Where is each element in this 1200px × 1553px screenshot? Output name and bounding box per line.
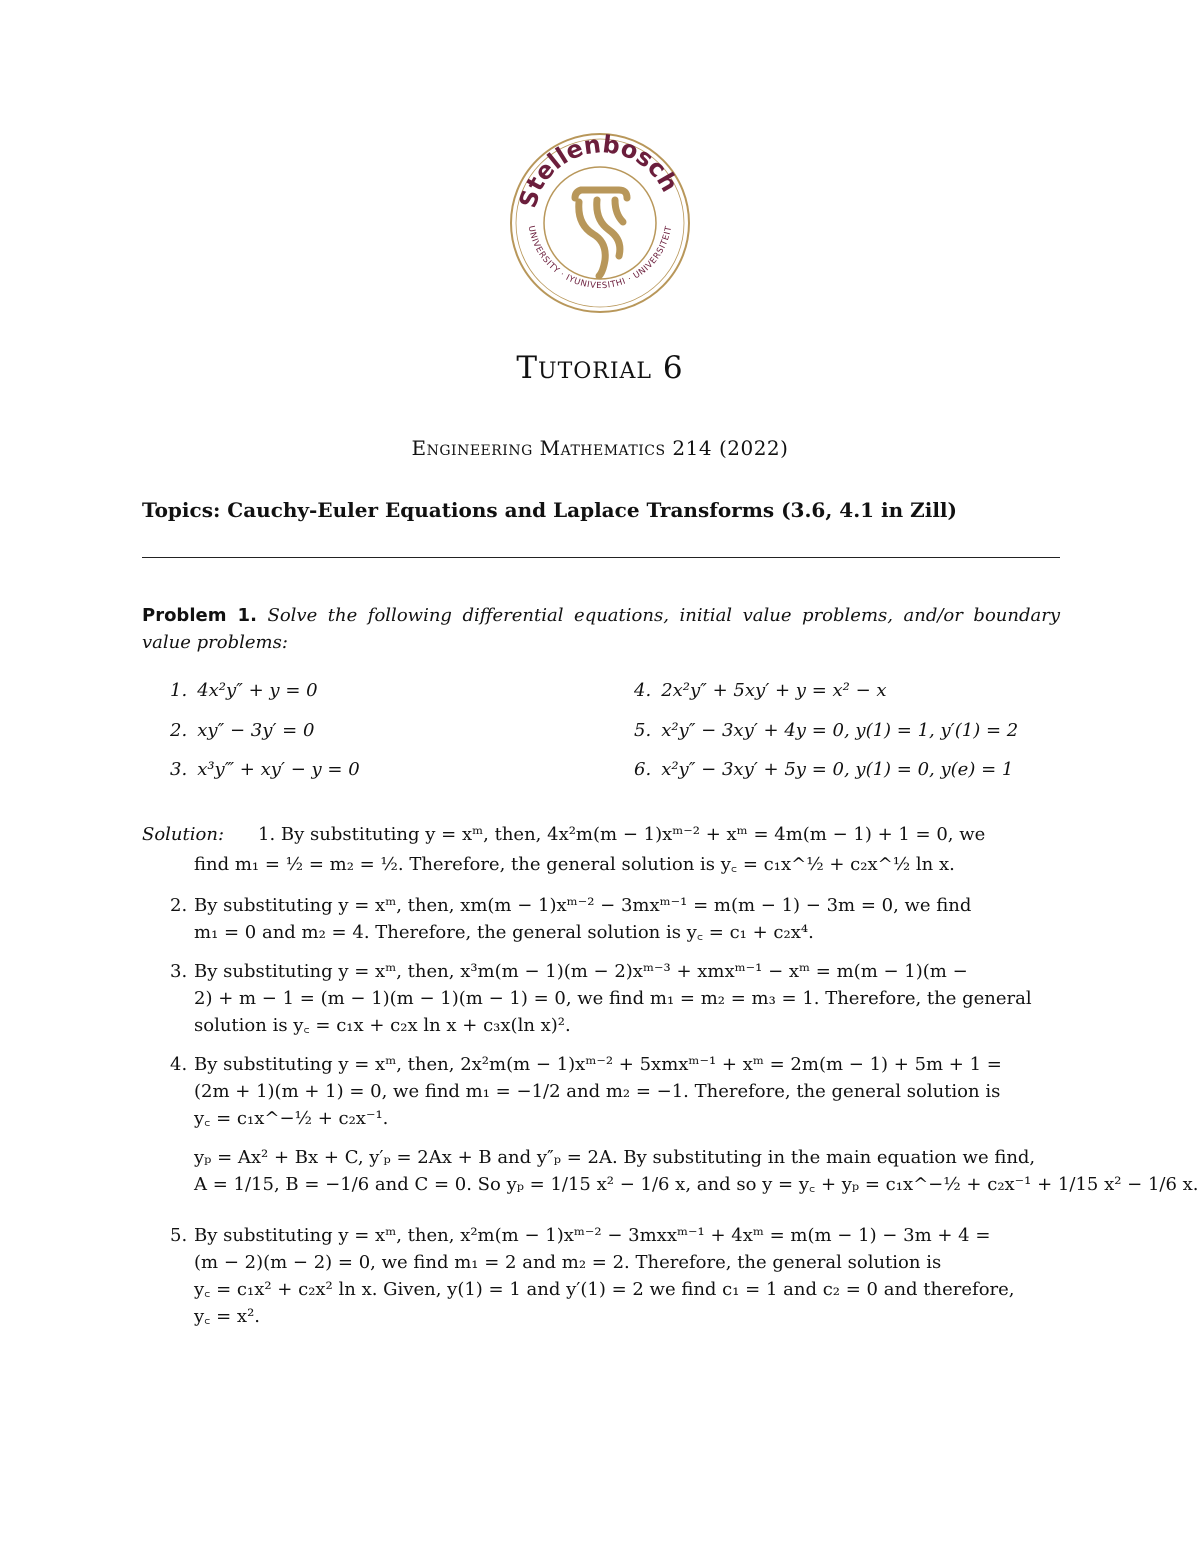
equation-item: [634, 759, 1013, 780]
equation-text: 2x²y″ + 5xy′ + y = x² − x: [661, 680, 887, 701]
equation-item: [634, 680, 887, 701]
equation-number: 2.: [170, 720, 188, 741]
solution-line: By substituting y = xᵐ, then, x²m(m − 1)xᵐ⁻² − 3mxxᵐ⁻¹ + 4xᵐ = m(m − 1) − 3m + 4 =: [194, 1225, 991, 1246]
solution-line: (2m + 1)(m + 1) = 0, we find m₁ = −1/2 and m₂ = −1. Therefore, the general solution is: [194, 1081, 1001, 1102]
solution-number: 5.: [170, 1225, 188, 1246]
equation-item: [170, 720, 314, 741]
svg-text:UNIVERSITY · IYUNIVESITHI · UN: UNIVERSITY · IYUNIVESITHI · UNIVERSITEIT: [525, 224, 675, 292]
equation-item: [170, 680, 318, 701]
solution-line: solution is y꜀ = c₁x + c₂x ln x + c₃x(ln x)².: [194, 1015, 571, 1036]
solution-item: [170, 958, 1060, 1039]
problem-label: Problem 1.: [142, 605, 257, 626]
course-subtitle: Engineering Mathematics 214 (2022): [411, 436, 789, 460]
problem-statement: [142, 602, 1060, 656]
horizontal-divider: [142, 557, 1060, 558]
solution-line-row: [194, 851, 1060, 878]
problem-text: Solve the following differential equations, initial value problems, and/or boundary value problems:: [142, 605, 1060, 653]
solution-item: [170, 1051, 1199, 1198]
equation-item: [170, 759, 360, 780]
solution-line: By substituting y = xᵐ, then, 4x²m(m − 1)xᵐ⁻² + xᵐ = 4m(m − 1) + 1 = 0, we: [280, 824, 986, 845]
page-title: Tutorial 6: [516, 350, 684, 386]
equation-number: 1.: [170, 680, 188, 701]
solution-line: m₁ = 0 and m₂ = 4. Therefore, the general solution is y꜀ = c₁ + c₂x⁴.: [194, 922, 814, 943]
equation-item: [634, 720, 1018, 741]
solution-number: 3.: [170, 961, 188, 982]
equation-text: 4x²y″ + y = 0: [197, 680, 318, 701]
solution-line: By substituting y = xᵐ, then, 2x²m(m − 1)xᵐ⁻² + 5xmxᵐ⁻¹ + xᵐ = 2m(m − 1) + 5m + 1 =: [194, 1054, 1002, 1075]
equation-text: x²y″ − 3xy′ + 4y = 0, y(1) = 1, y′(1) = 2: [661, 720, 1019, 741]
solution-number: 2.: [170, 895, 188, 916]
equation-number: 3.: [170, 759, 188, 780]
solution-item: [170, 1222, 1060, 1330]
solution-line: y꜀ = c₁x² + c₂x² ln x. Given, y(1) = 1 and y′(1) = 2 we find c₁ = 1 and c₂ = 0 and therefore,: [194, 1279, 1015, 1300]
solution-item: [170, 892, 1060, 946]
svg-text:Stellenbosch: Stellenbosch: [513, 132, 684, 211]
solution-line: By substituting y = xᵐ, then, xm(m − 1)xᵐ⁻² − 3mxᵐ⁻¹ = m(m − 1) − 3m = 0, we find: [194, 895, 972, 916]
solution-number: 4.: [170, 1054, 188, 1075]
solution-line: By substituting y = xᵐ, then, x³m(m − 1)(m − 2)xᵐ⁻³ + xmxᵐ⁻¹ − xᵐ = m(m − 1)(m −: [194, 961, 968, 982]
solution-number: 1.: [258, 824, 276, 845]
solution-line: 2) + m − 1 = (m − 1)(m − 1)(m − 1) = 0, we find m₁ = m₂ = m₃ = 1. Therefore, the general: [194, 988, 1032, 1009]
solution-line: find m₁ = ½ = m₂ = ½. Therefore, the general solution is y꜀ = c₁x^½ + c₂x^½ ln x.: [194, 854, 955, 875]
solution-line: A = 1/15, B = −1/6 and C = 0. So yₚ = 1/15 x² − 1/6 x, and so y = y꜀ + yₚ = c₁x^−½ + c₂x⁻¹ + 1/15 x² − 1/6 x.: [194, 1174, 1199, 1195]
equation-number: 4.: [634, 680, 652, 701]
equation-text: x²y″ − 3xy′ + 5y = 0, y(1) = 0, y(e) = 1: [661, 759, 1014, 780]
equation-text: x³y‴ + xy′ − y = 0: [197, 759, 360, 780]
topics-heading: Topics: Cauchy-Euler Equations and Laplace Transforms (3.6, 4.1 in Zill): [142, 498, 957, 522]
equation-number: 5.: [634, 720, 652, 741]
equation-number: 6.: [634, 759, 652, 780]
solution-line: y꜀ = x².: [194, 1306, 261, 1327]
stellenbosch-university-logo: [509, 132, 691, 314]
solution-line: y꜀ = c₁x^−½ + c₂x⁻¹.: [194, 1108, 389, 1129]
equation-text: xy″ − 3y′ = 0: [197, 720, 315, 741]
solution-label: Solution:: [142, 824, 225, 845]
solution-item: [258, 821, 1060, 848]
solution-line: (m − 2)(m − 2) = 0, we find m₁ = 2 and m₂ = 2. Therefore, the general solution is: [194, 1252, 942, 1273]
solution-line: yₚ = Ax² + Bx + C, y′ₚ = 2Ax + B and y″ₚ = 2A. By substituting in the main equation we find,: [194, 1147, 1036, 1168]
